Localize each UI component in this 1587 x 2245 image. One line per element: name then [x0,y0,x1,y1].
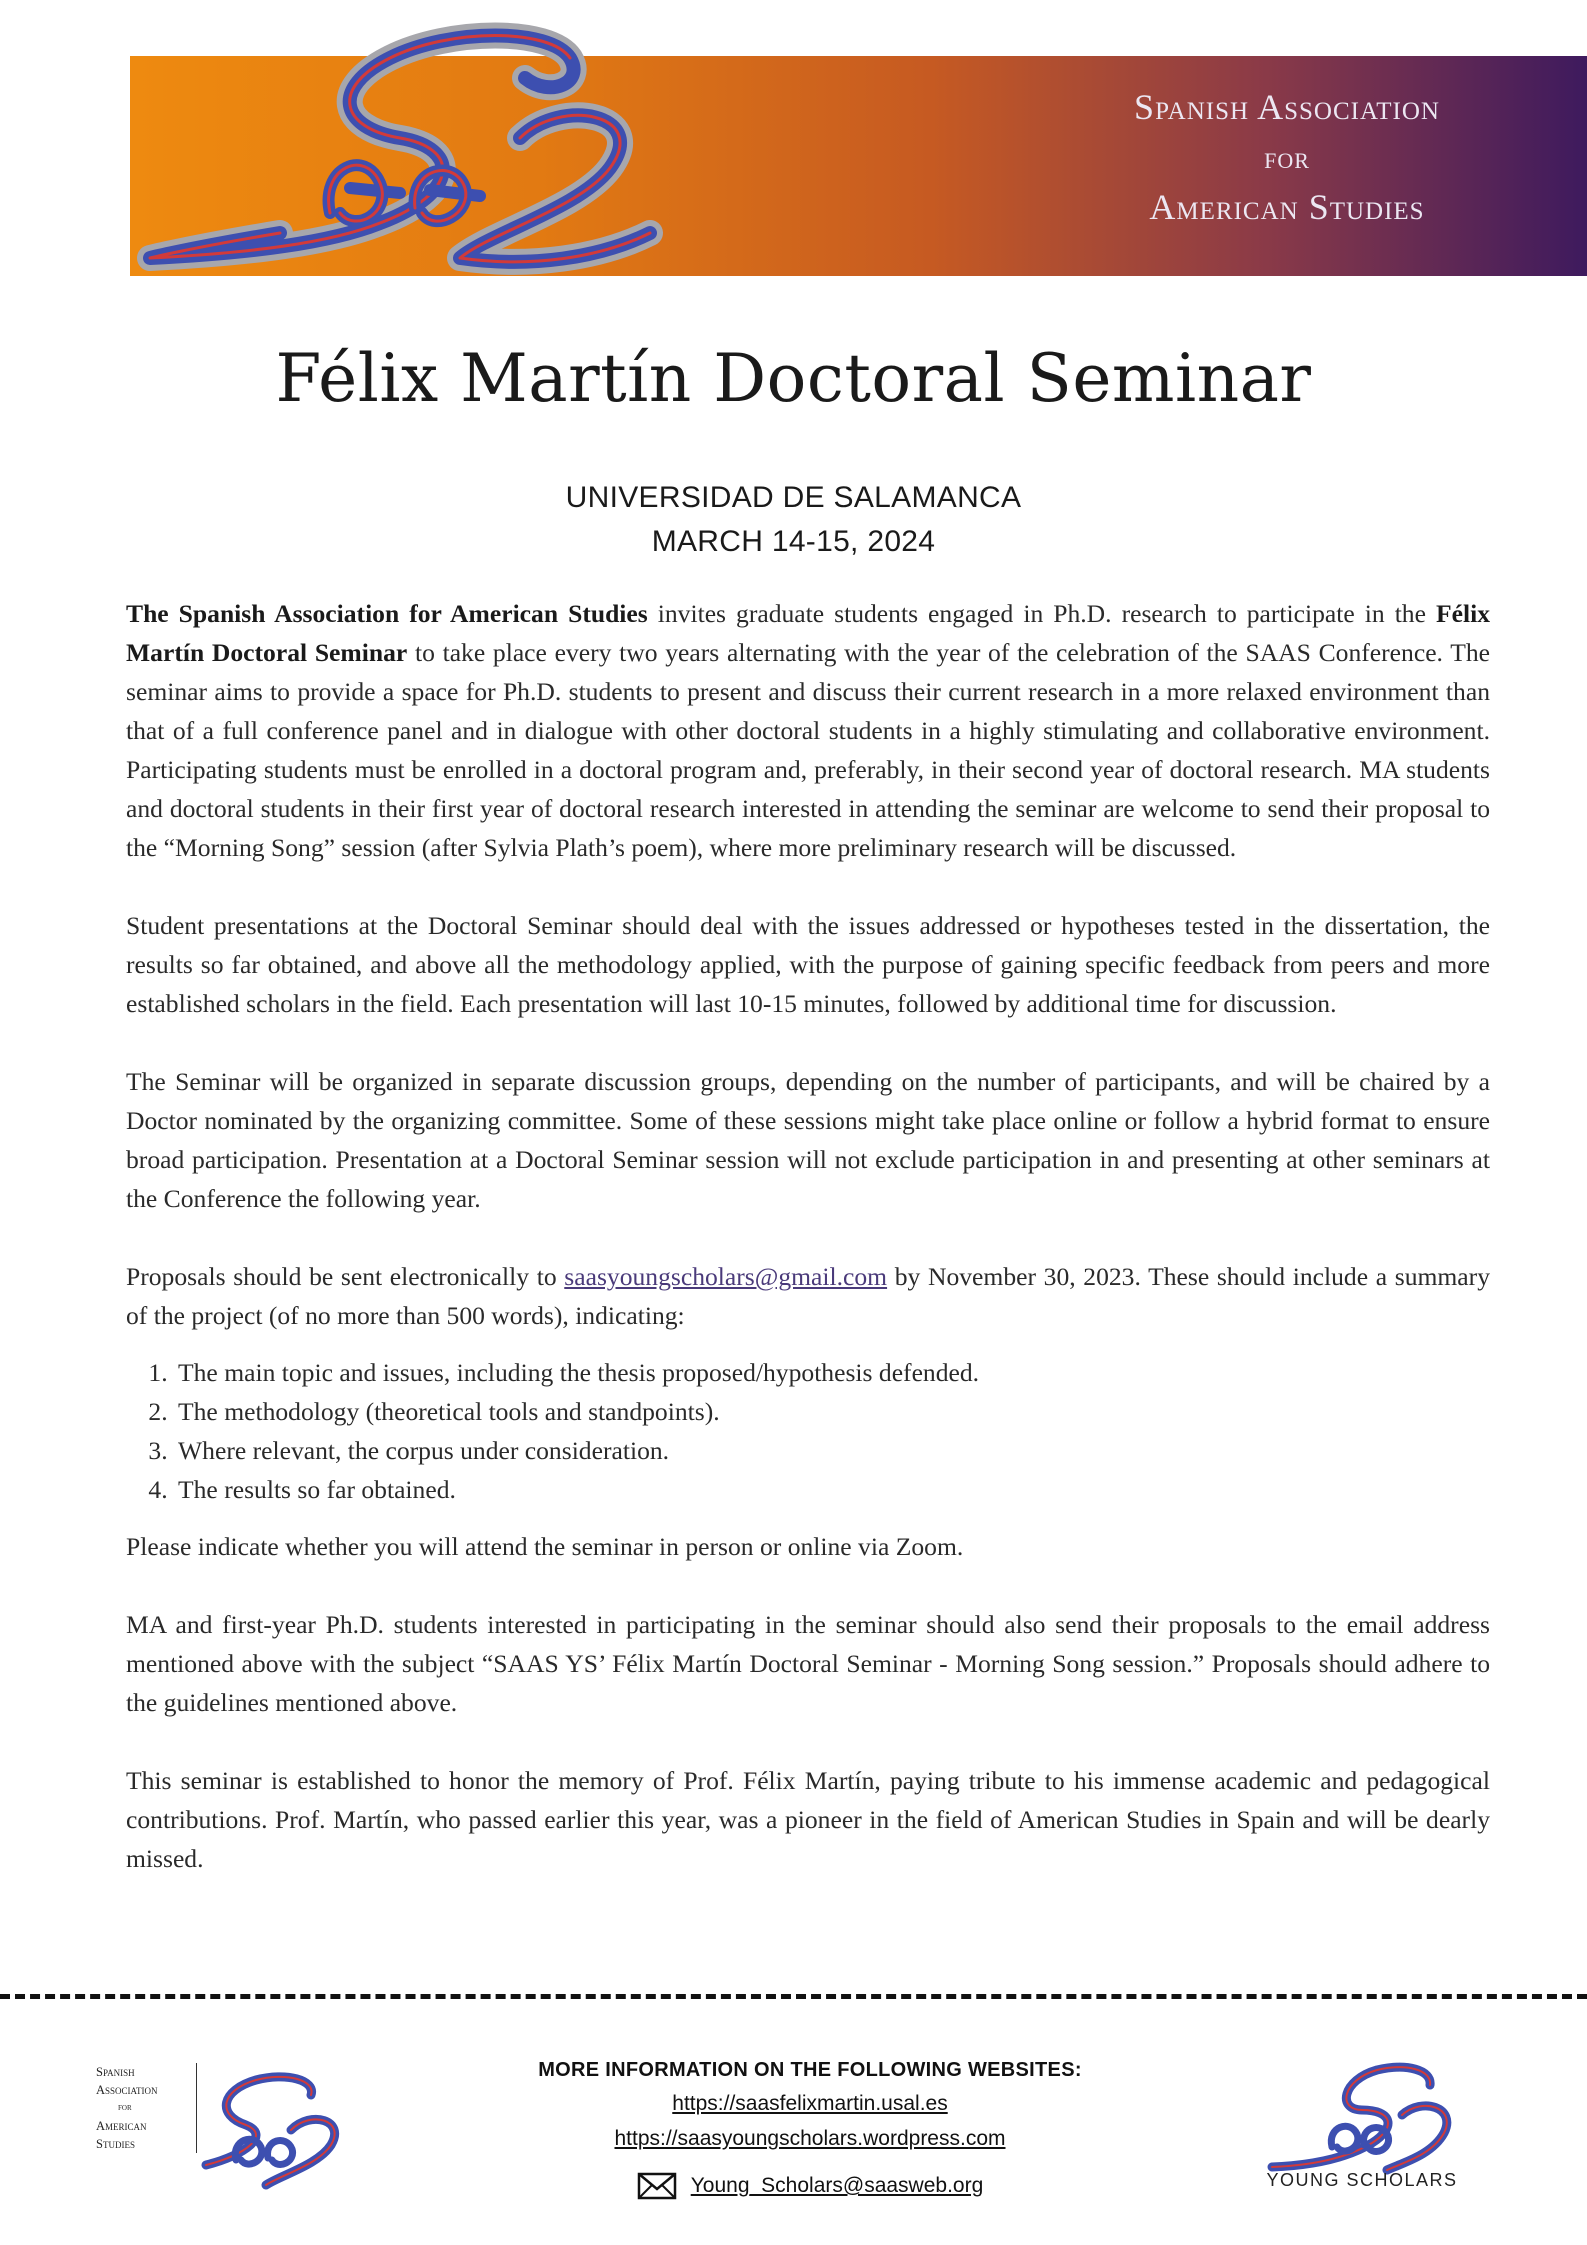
list-item: 2. The methodology (theoretical tools and standpoints). [174,1392,1490,1431]
list-item: 3. Where relevant, the corpus under consideration. [174,1431,1490,1470]
paragraph-organization: The Seminar will be organized in separate discussion groups, depending on the number of participants, and will be chaired by a Doctor nominated by the organizing committee. Some of these sessions might take place online or follow a hybrid format to ensure broad participation. Presentation at a Doctoral Seminar session will not exclude participation in and presenting at other seminars at the Conference the following year. [126,1067,1490,1213]
paragraph-proposals [126,1257,1490,1335]
footer-org-line3: for [118,2102,132,2113]
website-link-felixmartin[interactable]: https://saasfelixmartin.usal.es [672,2092,948,2115]
footer-org-line5: Studies [96,2137,135,2151]
document-title: Félix Martín Doctoral Seminar [275,340,1312,417]
dashed-separator [0,1994,1587,1999]
body-text [126,594,1490,1917]
association-name: The Spanish Association for American Studies [126,599,648,628]
org-name-line2: for [1264,139,1310,175]
intro-text-1: invites graduate students engaged in Ph.D. research to participate in the [647,599,1436,628]
email-row [380,2172,1240,2200]
proposals-text-2: by November 30, 2023. These should include a summary of the project (of no more than 500 words), indicating: [126,1262,1490,1330]
proposal-email-link[interactable]: saasyoungscholars@gmail.com [564,1262,888,1291]
footer-contact [380,2054,1240,2200]
requirements-list [126,1353,1490,1509]
intro-text-2: to take place every two years alternating with the year of the celebration of the SAAS Conference. The seminar aims to provide a space for Ph.D. students to present and discuss their current research in a more relaxed environment than that of a full conference panel and in dialogue with other doctoral students in a highly stimulating and collaborative environment. Participating students must be enrolled in a doctoral program and, preferably, in their second year of doctoral research. MA students and doctoral students in their first year of doctoral research interested in attending the seminar are welcome to send their proposal to the “Morning Song” session (after Sylvia Plath’s poem), where more preliminary research will be discussed. [126,638,1490,862]
list-item: 4. The results so far obtained. [174,1470,1490,1509]
contact-email-link[interactable]: Young_Scholars@saasweb.org [690,2174,984,2197]
list-item: 1. The main topic and issues, including the thesis proposed/hypothesis defended. [174,1353,1490,1392]
paragraph-morning-song: MA and first-year Ph.D. students interested in participating in the seminar should also send their proposals to the email address mentioned above with the subject “SAAS YS’ Félix Martín Doctoral Seminar - Morning Song session.” Proposals should adhere to the guidelines mentioned above. [126,1610,1490,1717]
org-name-line3: American Studies [1149,187,1425,227]
more-info-heading: MORE INFORMATION ON THE FOLLOWING WEBSITES: [538,2059,1082,2081]
seminar-name: Félix Martín Doctoral Seminar [126,599,1490,667]
saas-logo [130,18,690,288]
envelope-icon [637,2172,677,2200]
website-link-youngscholars[interactable]: https://saasyoungscholars.wordpress.com [614,2127,1006,2150]
paragraph-intro [126,594,1490,867]
proposals-text-1: Proposals should be sent electronically to [126,1262,565,1291]
footer-org-line2: Association [96,2083,158,2097]
footer-org-line4: American [96,2119,147,2133]
subtitle [0,476,1587,564]
org-name-line1: Spanish Association [1134,87,1440,127]
venue: UNIVERSIDAD DE SALAMANCA [565,481,1022,514]
footer-saas-logo [96,2050,356,2190]
dates: MARCH 14-15, 2024 [651,525,936,558]
young-scholars-logo [1262,2055,1462,2185]
paragraph-presentations: Student presentations at the Doctoral Seminar should deal with the issues addressed or hypotheses tested in the dissertation, the results so far obtained, and above all the methodology applied, with the purpose of gaining specific feedback from peers and more established scholars in the field. Each presentation will last 10-15 minutes, followed by additional time for discussion. [126,911,1490,1018]
paragraph-attendance: Please indicate whether you will attend the seminar in person or online via Zoom. [126,1532,964,1561]
org-name [1067,82,1507,232]
paragraph-tribute: This seminar is established to honor the memory of Prof. Félix Martín, paying tribute to his immense academic and pedagogical contributions. Prof. Martín, who passed earlier this year, was a pioneer in the field of American Studies in Spain and will be dearly missed. [126,1766,1490,1873]
footer-org-line1: Spanish [96,2065,135,2079]
young-scholars-label: YOUNG SCHOLARS [1266,2170,1458,2190]
